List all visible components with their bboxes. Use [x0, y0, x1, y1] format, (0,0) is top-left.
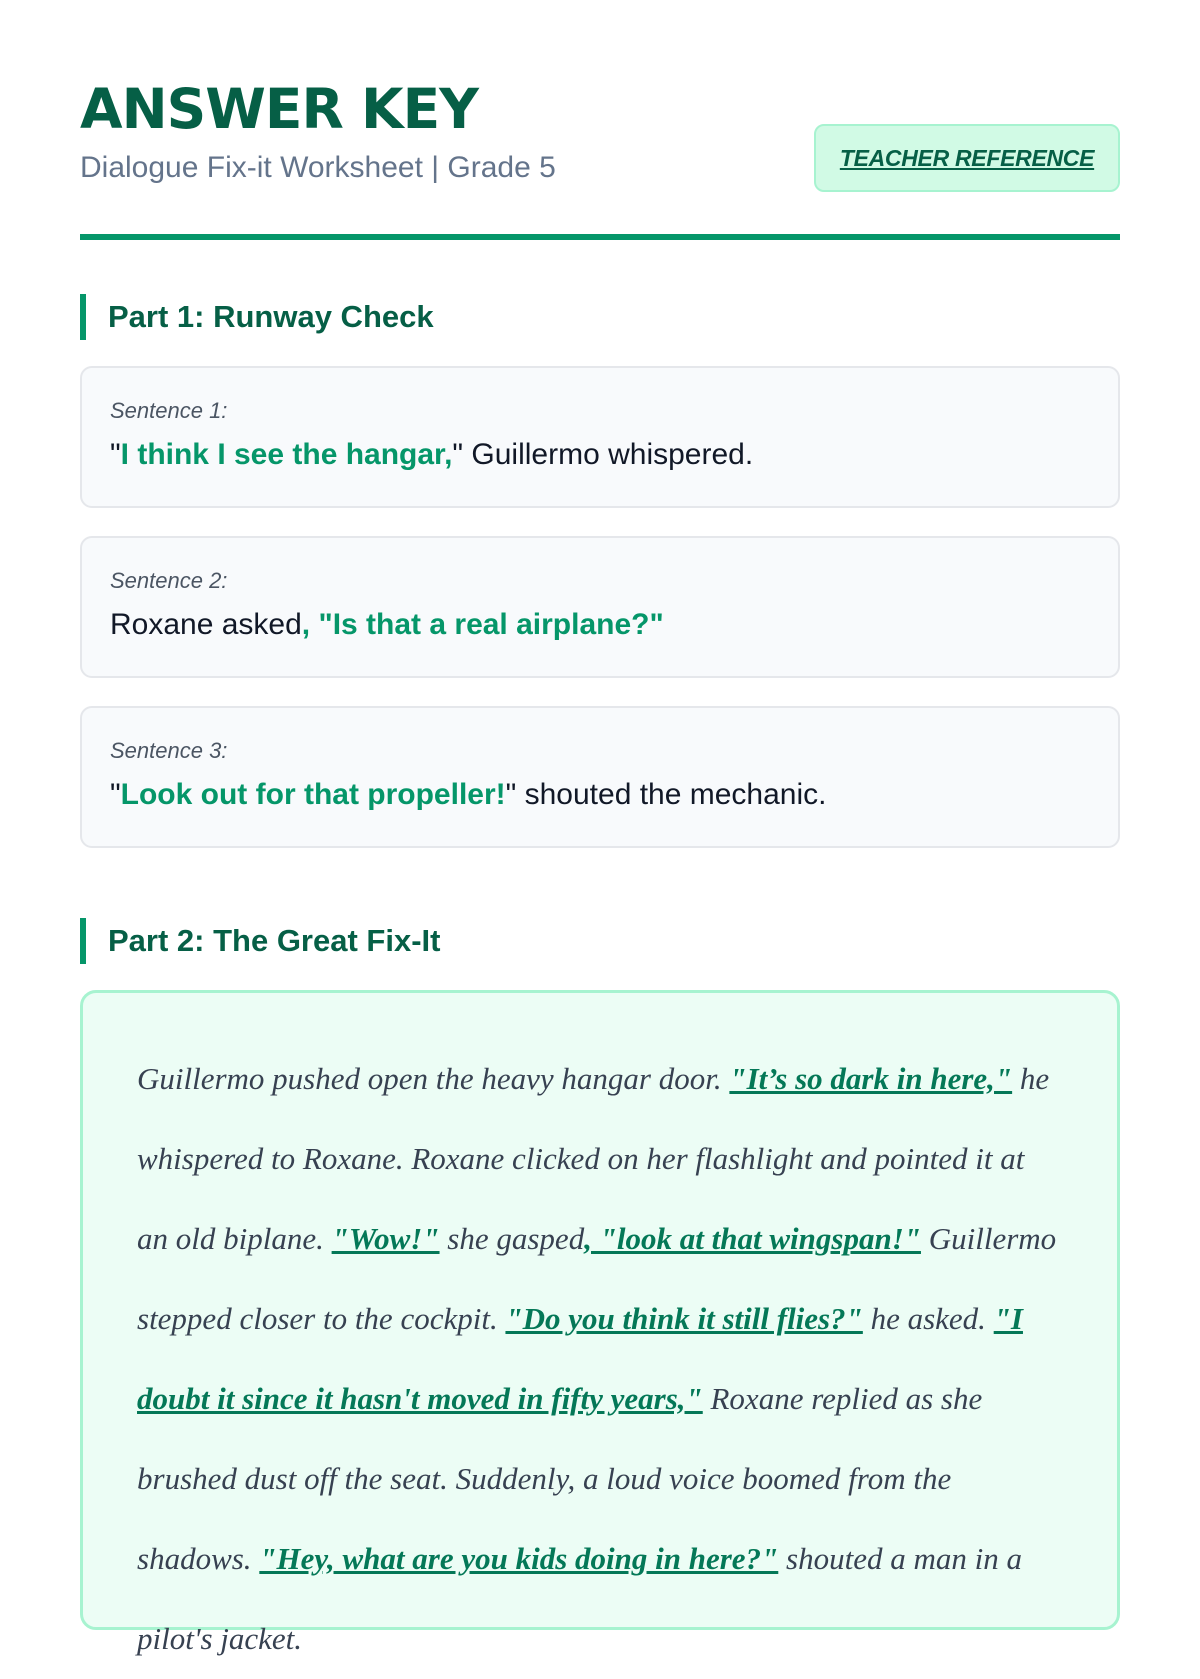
story-correction: "It’s so dark in here," [729, 1061, 1013, 1096]
story-text: he whispered to Roxane. Roxane clicked on her flashlight and pointed it at an old biplane. [137, 1061, 1050, 1256]
teacher-reference-badge[interactable] [814, 124, 1120, 192]
sentence-text-plain: " [110, 438, 121, 471]
story-text: shouted a man in a pilot's jacket. [137, 1541, 1022, 1656]
header-divider [80, 234, 1120, 240]
sentence-card-1 [80, 366, 1120, 508]
sentence-label: Sentence 2: [110, 568, 228, 593]
story-text: Guillermo pushed open the heavy hangar door. [137, 1061, 730, 1096]
sentence-label: Sentence 3: [110, 738, 228, 763]
story-correction: "Do you think it still flies?" [505, 1301, 863, 1336]
sentence-text-plain: " Guillermo whispered. [452, 438, 754, 471]
part1-heading: Part 1: Runway Check [80, 294, 434, 340]
sentence-text-plain: Roxane asked [110, 608, 302, 641]
story-correction: "Wow!" [331, 1221, 440, 1256]
story-text: she gasped [439, 1221, 585, 1256]
story-text: he asked. [862, 1301, 994, 1336]
sentence-correction: Look out for that propeller! [120, 778, 506, 811]
page-title: ANSWER KEY [80, 77, 478, 141]
sentence-text [110, 438, 753, 472]
story-box [80, 990, 1120, 1656]
teacher-reference-label: TEACHER REFERENCE [839, 144, 1095, 171]
header [80, 0, 1120, 238]
story-text: Roxane replied as she brushed dust off the seat. Suddenly, a loud voice boomed from the shadows. [137, 1381, 983, 1576]
story-text: Guillermo stepped closer to the cockpit. [137, 1221, 1057, 1336]
sentence-label: Sentence 1: [110, 398, 228, 423]
page-subtitle: Dialogue Fix-it Worksheet | Grade 5 [80, 151, 556, 184]
sentence-text [110, 608, 664, 642]
sentence-card-3 [80, 706, 1120, 848]
story-correction: "Hey, what are you kids doing in here?" [259, 1541, 779, 1576]
sentence-correction: , "Is that a real airplane?" [301, 608, 664, 641]
sentence-card-2 [80, 536, 1120, 678]
part2-heading: Part 2: The Great Fix-It [80, 918, 440, 964]
story-correction: , "look at that wingspan!" [584, 1221, 921, 1256]
story-paragraph [137, 1039, 1063, 1679]
sentence-correction: I think I see the hangar, [120, 438, 453, 471]
sentence-text [110, 778, 827, 812]
answer-key-page [80, 0, 1120, 1656]
sentence-text-plain: " shouted the mechanic. [505, 778, 827, 811]
story-correction: "I doubt it since it hasn't moved in fifty years," [137, 1301, 1023, 1416]
sentence-text-plain: " [110, 778, 121, 811]
